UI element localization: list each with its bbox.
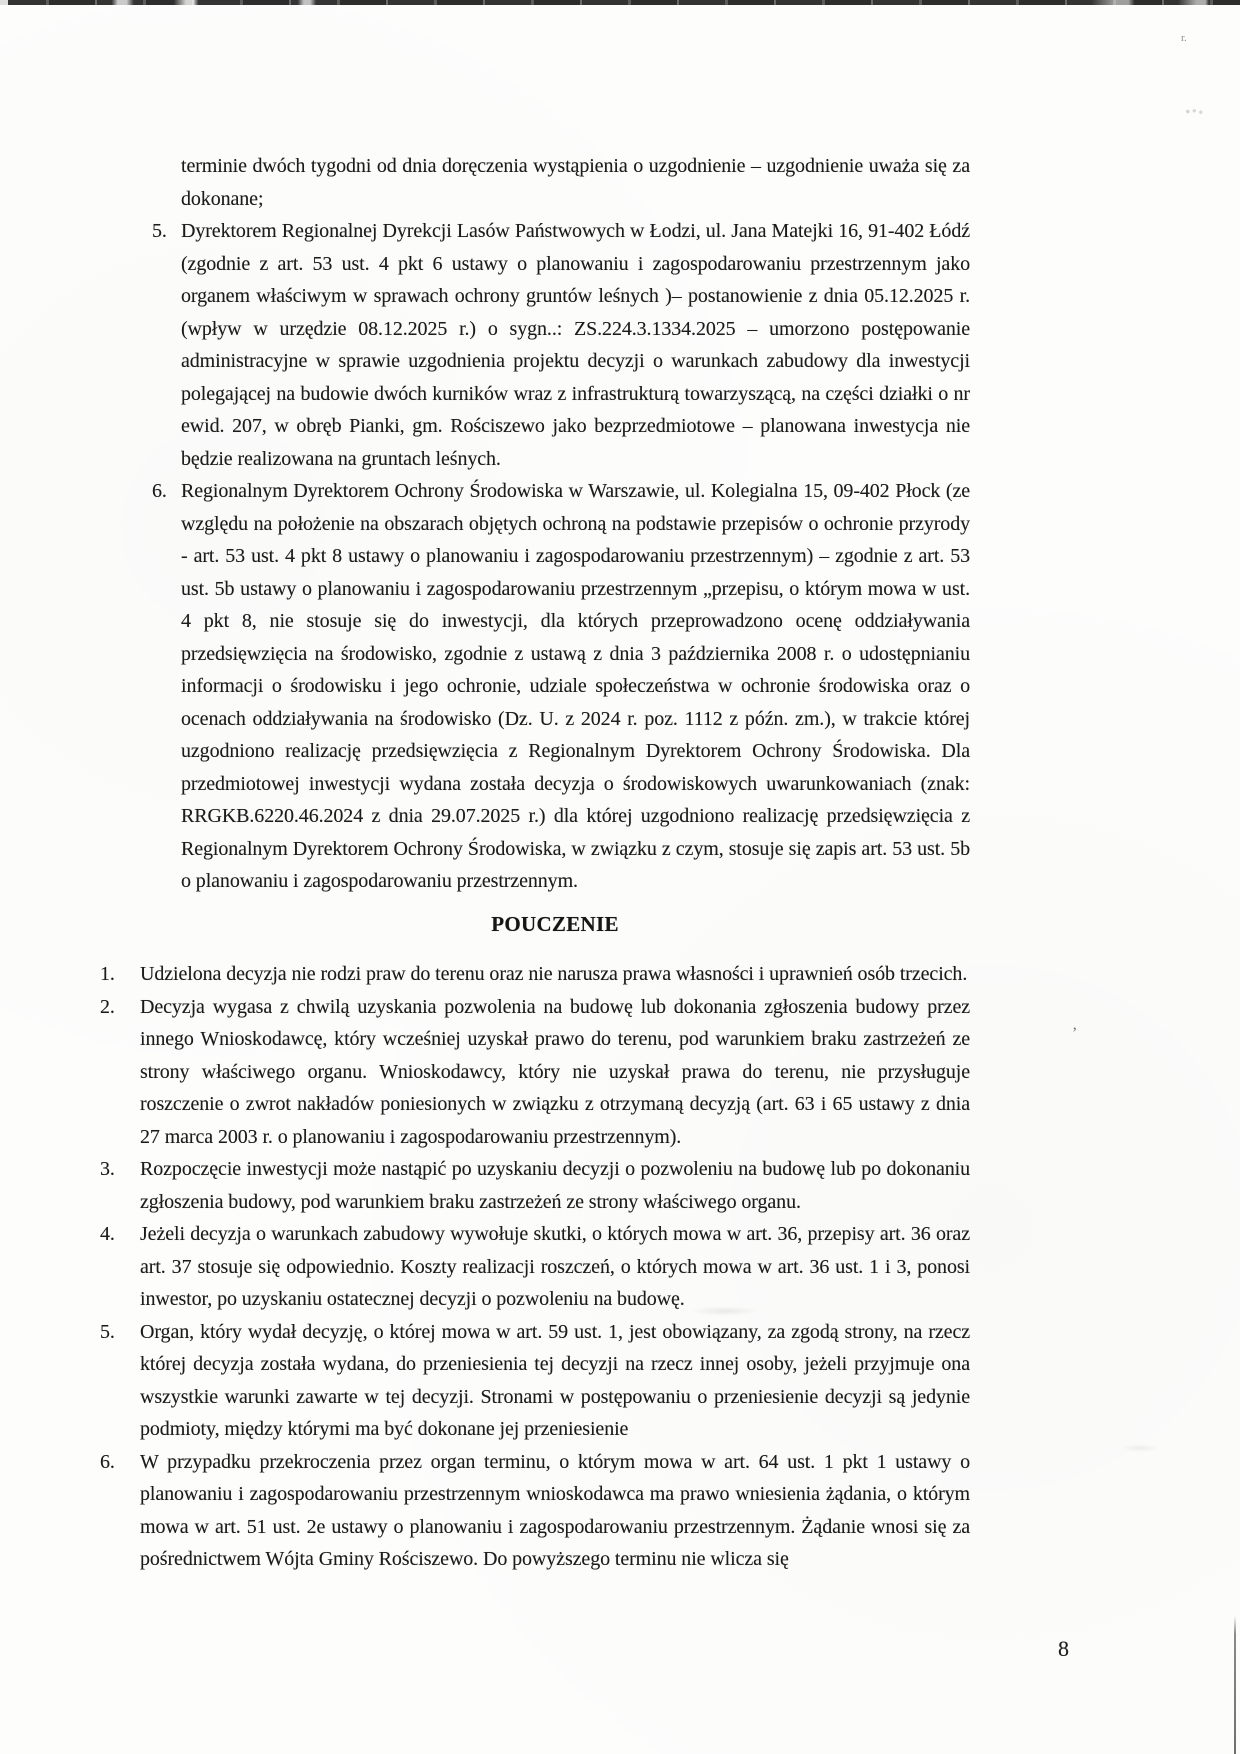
list-item-text: Dyrektorem Regionalnej Dyrekcji Lasów Państwowych w Łodzi, ul. Jana Matejki 16, 91-402 Łódź (zgodnie z art. 53 ust. 4 pkt 6 ustawy o planowaniu i zagospodarowaniu przestrzennym jako organem właściwym w sprawach ochrony gruntów leśnych )– postanowienie z dnia 05.12.2025 r. (wpływ w urzędzie 08.12.2025 r.) o sygn..: ZS.224.3.1334.2025 – umorzono postępowanie administracyjne w sprawie uzgodnienia projektu decyzji o warunkach zabudowy dla inwestycji polegającej na budowie dwóch kurników wraz z infrastrukturą towarzyszącą, na części działki o nr ewid. 207, w obręb Pianki, gm. Rościszewo jako bezprzedmiotowe – planowana inwestycja nie będzie realizowana na gruntach leśnych. xyxy=(181,220,970,470)
list-item-text: Regionalnym Dyrektorem Ochrony Środowiska w Warszawie, ul. Kolegialna 15, 09-402 Płock (ze względu na położenie na obszarach objętych ochroną na podstawie przepisów o ochronie przyrody - art. 53 ust. 4 pkt 8 ustawy o planowaniu i zagospodarowaniu przestrzennym) – zgodnie z art. 53 ust. 5b ustawy o planowaniu i zagospodarowaniu przestrzennym „przepisu, o którym mowa w ust. 4 pkt 8, nie stosuje się do inwestycji, dla których przeprowadzono ocenę oddziaływania przedsięwzięcia na środowisko, zgodnie z ustawą z dnia 3 października 2008 r. o udostępnianiu informacji o środowisku i jego ochronie, udziale społeczeństwa w ochronie środowiska oraz o ocenach oddziaływania na środowisko (Dz. U. z 2024 r. poz. 1112 z późn. zm.), w trakcie której uzgodniono realizację przedsięwzięcia z Regionalnym Dyrektorem Ochrony Środowiska. Dla przedmiotowej inwestycji wydana została decyzja o środowiskowych uwarunkowaniach (znak: RRGKB.6220.46.2024 z dnia 29.07.2025 r.) dla której uzgodniono realizację przedsięwzięcia z Regionalnym Dyrektorem Ochrony Środowiska, w związku z czym, stosuje się zapis art. 53 ust. 5b o planowaniu i zagospodarowaniu przestrzennym. xyxy=(181,480,970,892)
scan-speck: ’ xyxy=(1072,1025,1078,1042)
scan-speck xyxy=(1180,108,1206,115)
list-item-text: Jeżeli decyzja o warunkach zabudowy wywołuje skutki, o których mowa w art. 36, przepisy art. 36 oraz art. 37 stosuje się odpowiednio. Koszty realizacji roszczeń, o których mowa w art. 36 ust. 1 i 3, ponosi inwestor, po uzyskaniu ostatecznej decyzji o pozwoleniu na budowę. xyxy=(140,1223,970,1310)
scan-speck xyxy=(690,1306,760,1316)
page-number: 8 xyxy=(1058,1636,1069,1661)
list-item xyxy=(100,1446,970,1576)
list-item-text: Decyzja wygasa z chwilą uzyskania pozwolenia na budowę lub dokonania zgłoszenia budowy przez innego Wnioskodawcę, który wcześniej uzyskał prawo do terenu, pod warunkiem braku zastrzeżeń ze strony właściwego organu. Wnioskodawcy, który nie uzyskał prawa do terenu, nie przysługuje roszczenie o zwrot nakładów poniesionych w związku z otrzymaną decyzją (art. 63 i 65 ustawy z dnia 27 marca 2003 r. o planowaniu i zagospodarowaniu przestrzennym). xyxy=(140,995,970,1148)
list-item-text: Udzielona decyzja nie rodzi praw do terenu oraz nie narusza prawa własności i uprawnień osób trzecich. xyxy=(140,963,968,985)
scan-speck: r. xyxy=(1181,32,1187,44)
scan-speck xyxy=(1120,1444,1160,1452)
list-item-number: 6. xyxy=(100,1450,115,1473)
list-item-text: W przypadku przekroczenia przez organ terminu, o którym mowa w art. 64 ust. 1 pkt 1 ustawy o planowaniu i zagospodarowaniu przestrzennym wnioskodawca ma prawo wniesienia żądania, o którym mowa w art. 51 ust. 2e ustawy o planowaniu i zagospodarowaniu przestrzennym. Żądanie wnosi się za pośrednictwem Wójta Gminy Rościszewo. Do powyższego terminu nie wlicza się xyxy=(140,1450,970,1570)
list-item xyxy=(152,475,970,898)
scan-top-edge-artifact xyxy=(0,0,1240,5)
scan-right-edge-artifact xyxy=(1234,1616,1236,1754)
list-item xyxy=(152,215,970,475)
paragraph-continuation: terminie dwóch tygodni od dnia doręczenia wystąpienia o uzgodnienie – uzgodnienie uważa się za dokonane; xyxy=(181,155,970,210)
list-item xyxy=(100,1218,970,1316)
list-item-number: 2. xyxy=(100,995,115,1018)
list-item xyxy=(100,958,970,991)
agreements-section xyxy=(152,150,970,898)
list-item-number: 1. xyxy=(100,963,115,985)
list-item xyxy=(100,1316,970,1446)
list-item-number: 4. xyxy=(100,1223,115,1245)
list-item xyxy=(100,1153,970,1218)
list-item-number: 5. xyxy=(152,220,167,242)
list-item-number: 6. xyxy=(152,480,167,502)
list-item xyxy=(100,991,970,1154)
list-item-text: Rozpoczęcie inwestycji może nastąpić po uzyskaniu decyzji o pozwoleniu na budowę lub po dokonaniu zgłoszenia budowy, pod warunkiem braku zastrzeżeń ze strony właściwego organu. xyxy=(140,1158,970,1213)
section-heading-pouczenie: POUCZENIE xyxy=(491,912,619,936)
list-item-number: 3. xyxy=(100,1158,115,1180)
list-item-text: Organ, który wydał decyzję, o której mowa w art. 59 ust. 1, jest obowiązany, za zgodą strony, na rzecz której decyzja została wydana, do przeniesienia tej decyzji na rzecz innej osoby, jeżeli przyjmuje ona wszystkie warunki zawarte w tej decyzji. Stronami w postępowaniu o przeniesienie decyzji są jedynie podmioty, między którymi ma być dokonane jej przeniesienie xyxy=(140,1320,970,1440)
list-item-number: 5. xyxy=(100,1320,115,1343)
pouczenie-section xyxy=(100,958,970,1576)
